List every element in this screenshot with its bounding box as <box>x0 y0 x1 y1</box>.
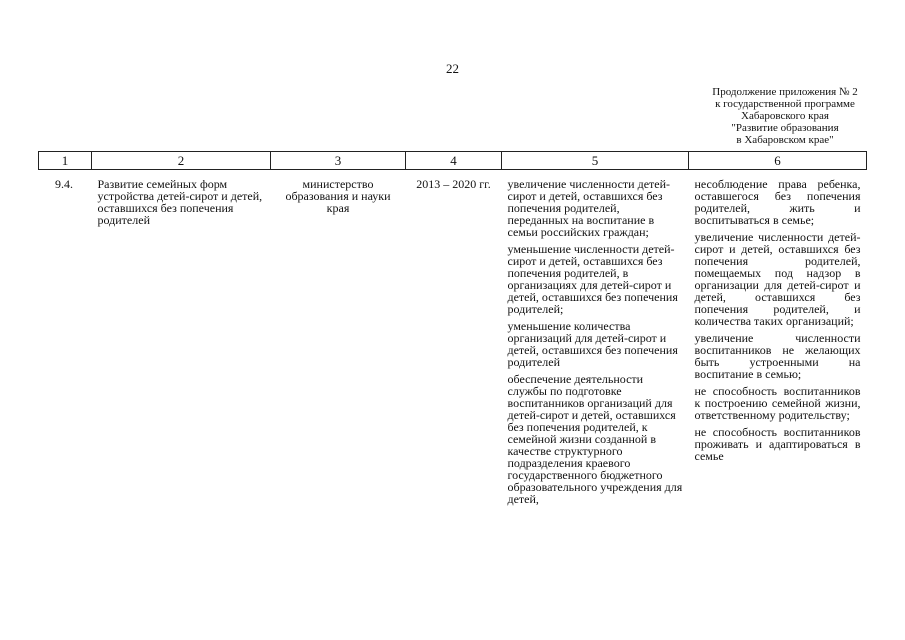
consequence-item: не способность воспитанников проживать и адаптироваться в семье <box>694 425 861 463</box>
consequence-item: несоблюдение права ребенка, оставшегося без попечения родителей, жить и воспитываться в семье; <box>694 177 861 227</box>
program-table <box>38 151 867 510</box>
page-number: 22 <box>446 61 459 76</box>
column-header: 4 <box>406 152 502 170</box>
period: 2013 – 2020 гг. <box>416 177 491 191</box>
appendix-note-line: в Хабаровском крае" <box>736 134 834 146</box>
result-item: увеличение численности детей-сирот и детей, оставшихся без попечения родителей, переданных на воспитание в семьи российских граждан; <box>507 177 671 239</box>
appendix-note-line: "Развитие образования <box>731 122 839 134</box>
column-header: 1 <box>39 152 92 170</box>
table-row <box>39 170 867 511</box>
consequence-item: не способность воспитанников к построению семейной жизни, ответственному родительству; <box>694 384 861 422</box>
executor: министерство образования и науки края <box>285 177 391 215</box>
column-header: 3 <box>271 152 406 170</box>
consequence-item: увеличение численности детей-сирот и детей, оставшихся без попечения родителей, помещаемых под надзор в организации для детей-сирот и детей, оставшихся без попечения родителей, и количества таких организаций; <box>694 230 861 328</box>
row-number: 9.4. <box>55 177 73 191</box>
appendix-note-line: Хабаровского края <box>741 110 829 122</box>
expected-results <box>502 170 689 511</box>
column-header: 2 <box>92 152 271 170</box>
consequence-item: увеличение численности воспитанников не желающих быть устроенными на воспитание в семью; <box>694 331 861 381</box>
result-item: уменьшение количества организаций для детей-сирот и детей, оставшихся без попечения родителей <box>507 319 678 369</box>
appendix-note-line: к государственной программе <box>715 98 855 110</box>
column-header: 5 <box>502 152 689 170</box>
table-header-row <box>39 152 867 170</box>
appendix-note-line: Продолжение приложения № 2 <box>712 86 858 98</box>
column-header: 6 <box>689 152 867 170</box>
result-item: обеспечение деятельности службы по подготовке воспитанников организаций для детей-сирот и детей, оставшихся без попечения родителей, к семейной жизни созданной в качестве структурного подразделения краевого государственного бюджетного образовательного учреждения для детей, <box>507 372 683 506</box>
appendix-note <box>640 86 905 146</box>
measure-name: Развитие семейных форм устройства детей-сирот и детей, оставшихся без попечения родителей <box>97 177 263 227</box>
result-item: уменьшение численности детей-сирот и детей, оставшихся без попечения родителей, в организациях для детей-сирот и детей, оставшихся без попечения родителей; <box>507 242 678 316</box>
consequences <box>689 170 867 511</box>
